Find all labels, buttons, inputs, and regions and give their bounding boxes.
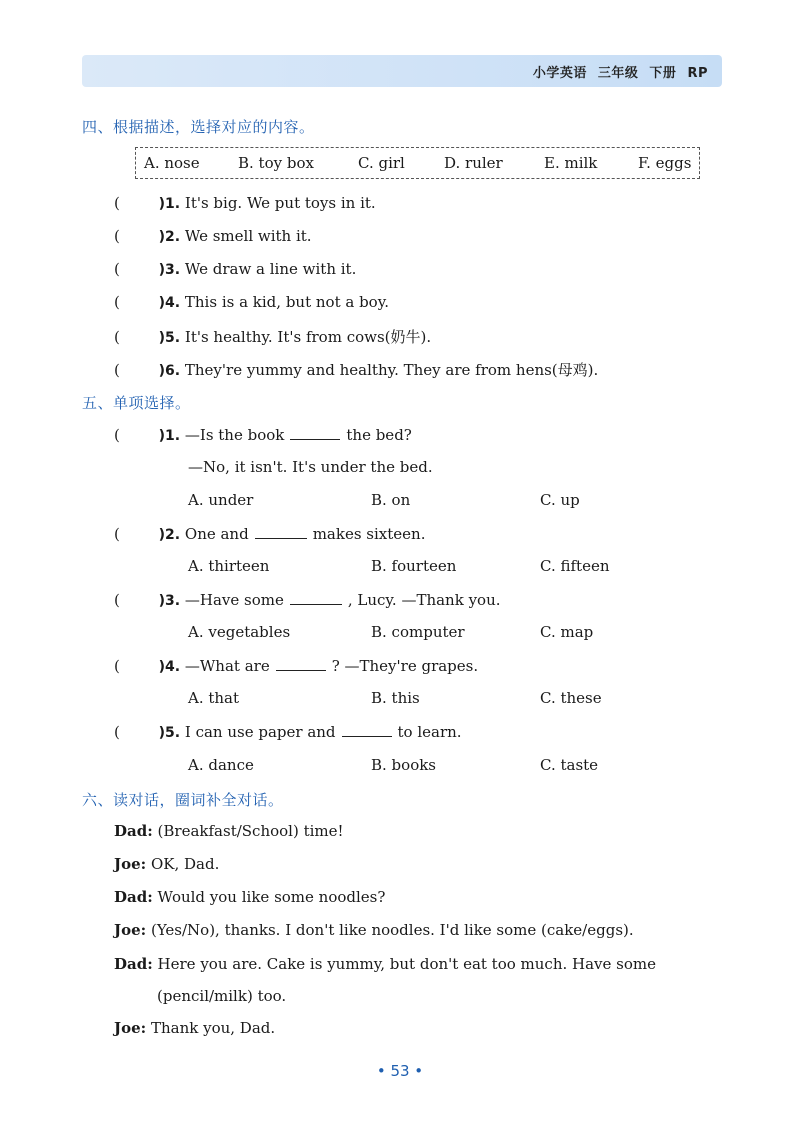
dialogue-line-6 <box>114 1019 275 1037</box>
dialogue-text: Here you are. Cake is yummy, but don't eat too much. Have some <box>157 955 656 973</box>
question-number: )2. <box>158 229 181 245</box>
section4-options-box <box>135 147 700 179</box>
question-text: We draw a line with it. <box>184 260 357 278</box>
s5-question-1-line2: —No, it isn't. It's under the bed. <box>188 458 433 476</box>
answer-paren[interactable]: ( <box>114 328 120 346</box>
answer-paren[interactable]: ( <box>114 260 120 278</box>
s5-q4-option-a[interactable]: A. that <box>188 689 240 707</box>
fill-blank[interactable] <box>290 590 342 605</box>
s5-q3-option-c[interactable]: C. map <box>540 623 594 641</box>
dialogue-line-3 <box>114 888 385 906</box>
question-number: )5. <box>158 330 181 346</box>
question-text-post: the bed? <box>346 426 412 444</box>
s5-q3-option-a[interactable]: A. vegetables <box>188 623 291 641</box>
section4-title: 四、根据描述，选择对应的内容。 <box>82 118 315 136</box>
dialogue-line-5 <box>114 955 656 973</box>
dialogue-line-1 <box>114 822 344 840</box>
fill-blank[interactable] <box>255 524 307 539</box>
speaker: Joe: <box>114 855 147 873</box>
question-number: )3. <box>158 262 181 278</box>
dialogue-text: OK, Dad. <box>150 855 220 873</box>
question-text: It's healthy. It's from cows(奶牛). <box>184 328 432 346</box>
question-text-pre: —Have some <box>184 591 284 609</box>
s5-q4-option-c[interactable]: C. these <box>540 689 602 707</box>
dialogue-text: Would you like some noodles? <box>157 888 386 906</box>
s5-question-5 <box>114 722 462 741</box>
speaker: Joe: <box>114 921 147 939</box>
answer-paren[interactable]: ( <box>114 194 120 212</box>
question-text: This is a kid, but not a boy. <box>184 293 389 311</box>
s4-question-5 <box>114 326 431 347</box>
dialogue-text: Thank you, Dad. <box>150 1019 276 1037</box>
s5-q1-option-c[interactable]: C. up <box>540 491 580 509</box>
dialogue-line-5-cont[interactable]: (pencil/milk) too. <box>157 987 287 1005</box>
option-a: A. nose <box>144 154 200 172</box>
s5-q4-option-b[interactable]: B. this <box>371 689 420 707</box>
question-number: )4. <box>158 659 181 675</box>
answer-paren[interactable]: ( <box>114 361 120 379</box>
question-text-post: ? —They're grapes. <box>331 657 479 675</box>
question-number: )1. <box>158 428 181 444</box>
s5-q2-option-a[interactable]: A. thirteen <box>188 557 270 575</box>
question-number: )5. <box>158 725 181 741</box>
question-text-pre: I can use paper and <box>184 723 336 741</box>
s5-question-3 <box>114 590 501 609</box>
dialogue-line-2 <box>114 855 219 873</box>
s5-q1-option-b[interactable]: B. on <box>371 491 411 509</box>
s5-q2-option-b[interactable]: B. fourteen <box>371 557 457 575</box>
option-b: B. toy box <box>238 154 314 172</box>
header-band <box>82 55 722 87</box>
option-f: F. eggs <box>638 154 692 172</box>
option-c: C. girl <box>358 154 405 172</box>
question-number: )2. <box>158 527 181 543</box>
question-text-post: makes sixteen. <box>312 525 426 543</box>
fill-blank[interactable] <box>276 656 326 671</box>
s5-q5-option-b[interactable]: B. books <box>371 756 437 774</box>
s5-question-1 <box>114 425 412 444</box>
s4-question-2 <box>114 227 312 245</box>
answer-paren[interactable]: ( <box>114 525 120 543</box>
answer-paren[interactable]: ( <box>114 723 120 741</box>
answer-paren[interactable]: ( <box>114 227 120 245</box>
s4-question-4 <box>114 293 389 311</box>
s4-question-3 <box>114 260 356 278</box>
question-number: )3. <box>158 593 181 609</box>
s5-question-2 <box>114 524 425 543</box>
speaker: Dad: <box>114 888 153 906</box>
dialogue-line-4 <box>114 921 634 939</box>
dialogue-text[interactable]: (Breakfast/School) time! <box>157 822 344 840</box>
s5-question-4 <box>114 656 478 675</box>
answer-paren[interactable]: ( <box>114 591 120 609</box>
s5-q3-option-b[interactable]: B. computer <box>371 623 465 641</box>
question-text-pre: One and <box>184 525 249 543</box>
s5-q2-option-c[interactable]: C. fifteen <box>540 557 610 575</box>
question-text-post: to learn. <box>397 723 462 741</box>
option-e: E. milk <box>544 154 598 172</box>
s5-q5-option-a[interactable]: A. dance <box>188 756 254 774</box>
s5-q5-option-c[interactable]: C. taste <box>540 756 599 774</box>
fill-blank[interactable] <box>290 425 340 440</box>
question-number: )4. <box>158 295 181 311</box>
speaker: Dad: <box>114 822 153 840</box>
question-text: We smell with it. <box>184 227 312 245</box>
question-number: )1. <box>158 196 181 212</box>
option-d: D. ruler <box>444 154 503 172</box>
section5-title: 五、单项选择。 <box>82 394 191 412</box>
s5-q1-option-a[interactable]: A. under <box>188 491 254 509</box>
answer-paren[interactable]: ( <box>114 426 120 444</box>
question-text: It's big. We put toys in it. <box>184 194 376 212</box>
question-text-post: , Lucy. —Thank you. <box>347 591 501 609</box>
header-title: 小学英语 三年级 下册 RP <box>532 66 708 81</box>
question-text: They're yummy and healthy. They are from hens(母鸡). <box>184 361 599 379</box>
question-text-pre: —Is the book <box>184 426 285 444</box>
question-number: )6. <box>158 363 181 379</box>
s4-question-6 <box>114 359 598 380</box>
answer-paren[interactable]: ( <box>114 293 120 311</box>
dialogue-text[interactable]: (Yes/No), thanks. I don't like noodles. I'd like some (cake/eggs). <box>150 921 634 939</box>
speaker: Joe: <box>114 1019 147 1037</box>
s4-question-1 <box>114 194 376 212</box>
fill-blank[interactable] <box>342 722 392 737</box>
section6-title: 六、读对话，圈词补全对话。 <box>82 791 284 809</box>
question-text-pre: —What are <box>184 657 270 675</box>
answer-paren[interactable]: ( <box>114 657 120 675</box>
speaker: Dad: <box>114 955 153 973</box>
page-number: • 53 • <box>376 1062 424 1080</box>
